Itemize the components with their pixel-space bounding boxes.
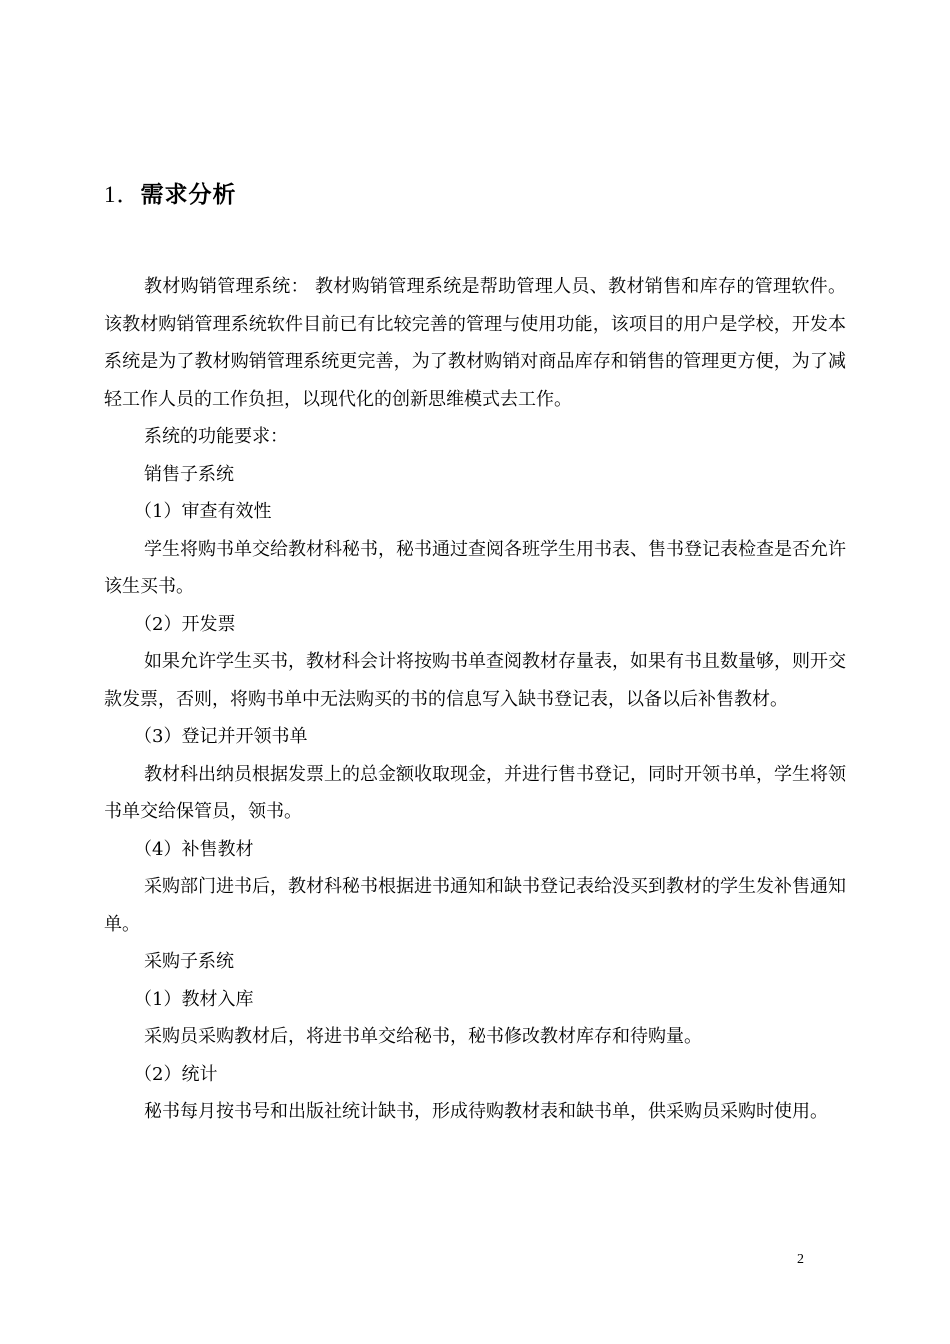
paragraph-requirements-label: 系统的功能要求：	[144, 426, 288, 447]
item-supplementary-sale: （4）补售教材	[134, 838, 254, 860]
item-statistics: （2）统计	[134, 1063, 218, 1085]
subsystem-sales-heading: 销售子系统	[144, 463, 234, 485]
paragraph-supplementary-sale: 采购部门进书后，教材科秘书根据进书通知和缺书登记表给没买到教材的学生发补售通知单。	[104, 876, 846, 935]
paragraph-invoice: 如果允许学生买书，教材科会计将按购书单查阅教材存量表，如果有书且数量够，则开交款发票，否则，将购书单中无法购买的书的信息写入缺书登记表，以备以后补售教材。	[104, 651, 846, 710]
section-title: 需求分析	[140, 182, 237, 208]
section-heading	[104, 176, 237, 209]
item-validity-check: （1）审查有效性	[134, 501, 272, 522]
body-text	[104, 268, 846, 1131]
paragraph-register-pickup: 教材科出纳员根据发票上的总金额收取现金，并进行售书登记，同时开领书单，学生将领书单交给保管员，领书。	[104, 763, 846, 822]
paragraph-stock-in: 采购员采购教材后，将进书单交给秘书，秘书修改教材库存和待购量。	[144, 1026, 702, 1047]
page-number: 2	[797, 1252, 804, 1267]
item-stock-in: （1）教材入库	[134, 988, 254, 1010]
item-invoice: （2）开发票	[134, 613, 236, 635]
paragraph-statistics: 秘书每月按书号和出版社统计缺书，形成待购教材表和缺书单，供采购员采购时使用。	[144, 1101, 828, 1122]
paragraph-validity-check: 学生将购书单交给教材科秘书，秘书通过查阅各班学生用书表、售书登记表检查是否允许该生买书。	[104, 538, 846, 597]
paragraph-system-intro: 教材购销管理系统： 教材购销管理系统是帮助管理人员、教材销售和库存的管理软件。该教材购销管理系统软件目前已有比较完善的管理与使用功能，该项目的用户是学校，开发本系统是为了教材购销管理系统更完善，为了教材购销对商品库存和销售的管理更方便，为了减轻工作人员的工作负担，以现代化的创新思维模式去工作。	[104, 276, 846, 410]
item-register-pickup: （3）登记并开领书单	[134, 726, 308, 747]
subsystem-purchase-heading: 采购子系统	[144, 951, 234, 972]
section-number: 1．	[104, 182, 141, 207]
